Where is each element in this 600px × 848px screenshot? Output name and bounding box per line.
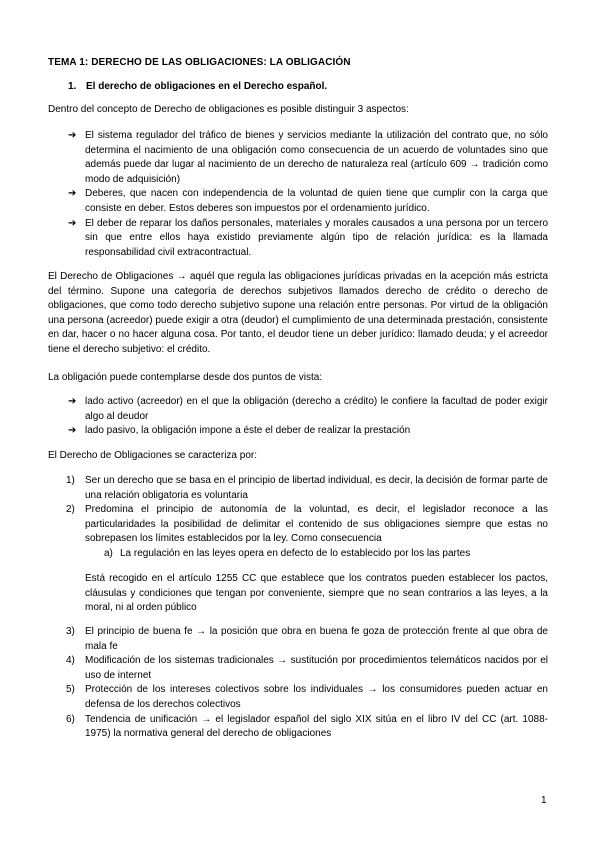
viewpoints-list [48,395,548,439]
section-heading [68,81,327,92]
list-item-text: Predomina el principio de autonomía de la voluntad, es decir, el legislador reconoce a las particularidades la posibilidad de delimitar el contenido de sus obligaciones siempre que estas no sobrepasen los límites establecidos por la ley. Como consecuencia [85,504,548,545]
list-number: 5) [66,684,75,696]
document-title: TEMA 1: DERECHO DE LAS OBLIGACIONES: LA OBLIGACIÓN [48,57,351,68]
list-item [48,129,548,187]
list-item [48,503,548,547]
arrow-bullet-icon: ➔ [68,130,77,141]
sub-list-item-text: La regulación en las leyes opera en defecto de lo establecido por los las partes [120,547,471,559]
list-item-text: El deber de reparar los daños personales, materiales y morales causados a una persona por un tercero sin que entre ellos haya existido previamente algún tipo de relación jurídica: es la llamada responsabilidad civil extracontractual. [85,217,548,258]
list-number: 1) [66,475,75,486]
list-number: 2) [66,504,75,516]
arrow-bullet-icon: ➔ [68,217,77,229]
characteristics-intro: El Derecho de Obligaciones se caracteriza por: [48,450,257,461]
list-item [48,424,548,439]
definition-paragraph: El Derecho de Obligaciones → aquél que regula las obligaciones jurídicas privadas en la acepción más estricta del término. Supone una categoría de derechos subjetivos llamados derecho de crédito o derecho de obligaciones, que como todo derecho subjetivo supone una relación entre personas. Por virtud de la obligación una persona (acreedor) puede exigir a otra (deudor) el cumplimiento de una determinada prestación, consistente en dar, hacer o no hacer alguna cosa. Por tanto, el deudor tiene un deber jurídico: llamado deuda; y el acreedor tiene el derecho subjetivo: el crédito. [48,271,548,355]
list-number: 6) [66,713,75,725]
list-item-text: Ser un derecho que se basa en el principio de libertad individual, es decir, la decisión de formar parte de una relación obligatoria es voluntaria [85,475,548,501]
viewpoints-intro: La obligación puede contemplarse desde dos puntos de vista: [48,372,323,383]
article-note: Está recogido en el artículo 1255 CC que establece que los contratos pueden establecer los pactos, cláusulas y condiciones que tengan por conveniente, siempre que no sean contrarios a las leyes, a la moral, ni al orden público [85,573,548,614]
list-item-text: Modificación de los sistemas tradicionales → sustitución por procedimientos telemáticos nacidos por el uso de internet [85,655,548,681]
list-item-text: El principio de buena fe → la posición que obra en buena fe goza de protección frente al que obra de mala fe [85,626,548,652]
arrow-bullet-icon: ➔ [68,425,77,437]
sub-list-letter: a) [104,547,113,559]
list-item [48,625,548,654]
list-number: 3) [66,626,75,637]
list-item [48,187,548,216]
arrow-bullet-icon: ➔ [68,396,77,407]
sub-list-item [48,547,548,562]
list-item-text: El sistema regulador del tráfico de bienes y servicios mediante la utilización del contrato que, no sólo determina el nacimiento de una obligación como consecuencia de un acuerdo de voluntades sino que además puede dar lugar al nacimiento de un derecho de naturaleza real (artículo 609 → tradición como modo de adquisición) [85,130,548,185]
characteristics-list [48,474,548,562]
list-item-text: Deberes, que nacen con independencia de la voluntad de quien tiene que cumplir con la carga que consiste en deber. Estos deberes son impuestos por el ordenamiento jurídico. [85,188,548,214]
page-number: 1 [541,795,547,806]
section-number: 1. [68,81,77,92]
list-item [48,395,548,424]
list-item-text: Tendencia de unificación → el legislador español del siglo XIX sitúa en el libro IV del CC (art. 1088-1975) la normativa general del derecho de obligaciones [85,713,548,740]
arrow-bullet-icon: ➔ [68,188,77,200]
list-item [48,683,548,712]
characteristics-list-continued [48,625,548,742]
intro-paragraph: Dentro del concepto de Derecho de obligaciones es posible distinguir 3 aspectos: [48,104,409,115]
list-item-text: Protección de los intereses colectivos sobre los individuales → los consumidores pueden actuar en defensa de los derechos colectivos [85,684,548,710]
list-item [48,654,548,683]
list-item [48,713,548,742]
list-number: 4) [66,655,75,667]
list-item [48,474,548,503]
section-heading-text: El derecho de obligaciones en el Derecho español. [86,81,328,92]
list-item-text: lado pasivo, la obligación impone a éste el deber de realizar la prestación [85,425,411,437]
list-item-text: lado activo (acreedor) en el que la obligación (derecho a crédito) le confiere la facultad de poder exigir algo al deudor [85,396,548,422]
aspects-list [48,129,548,260]
list-item [48,217,548,261]
